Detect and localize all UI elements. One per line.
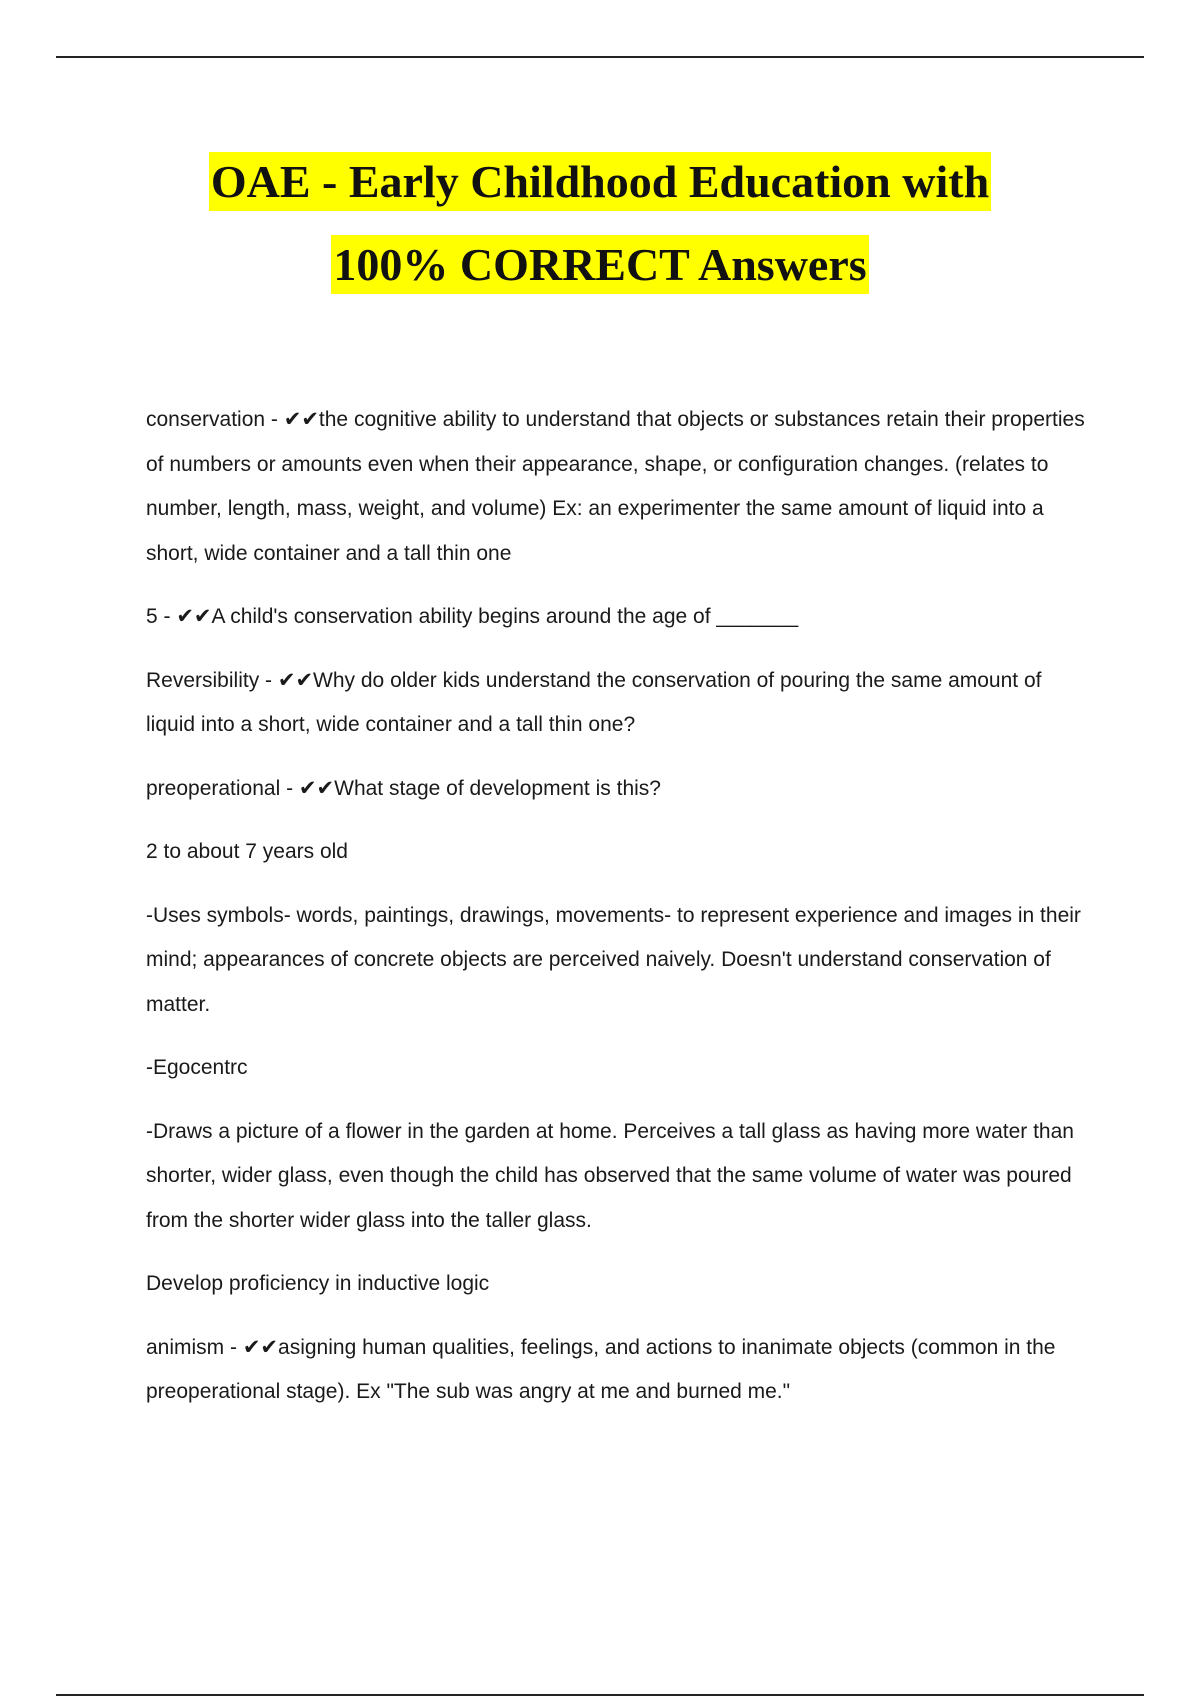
title-line-2 (0, 223, 1200, 306)
paragraph-reversibility: Reversibility - ✔✔Why do older kids understand the conservation of pouring the same amount of liquid into a short, wide container and a tall thin one? (146, 668, 1048, 736)
bottom-rule (56, 1694, 1144, 1696)
paragraph-conservation-age: 5 - ✔✔A child's conservation ability begins around the age of _______ (146, 605, 799, 628)
paragraph-age-range: 2 to about 7 years old (146, 840, 348, 863)
paragraph-preoperational: preoperational - ✔✔What stage of development is this? (146, 776, 661, 800)
document-title (0, 140, 1200, 306)
paragraph-conservation: conservation - ✔✔the cognitive ability to understand that objects or substances retain their properties of numbers or amounts even when their appearance, shape, or configuration changes. (relates to number, length, mass, weight, and volume) Ex: an experimenter the same amount of liquid into a short, wide container and a tall thin one (146, 408, 1091, 565)
title-line-2-text: 100% CORRECT Answers (331, 235, 868, 294)
top-rule (56, 56, 1144, 58)
document-body (146, 398, 1091, 1434)
paragraph-inductive-logic: Develop proficiency in inductive logic (146, 1272, 490, 1295)
title-line-1 (0, 140, 1200, 223)
paragraph-animism: animism - ✔✔asigning human qualities, feelings, and actions to inanimate objects (common in the preoperational stage). Ex "The sub was angry at me and burned me." (146, 1335, 1062, 1403)
paragraph-draws-picture: -Draws a picture of a flower in the garden at home. Perceives a tall glass as having more water than shorter, wider glass, even though the child has observed that the same volume of water was poured from the shorter wider glass into the taller glass. (146, 1119, 1080, 1232)
paragraph-uses-symbols: -Uses symbols- words, paintings, drawings, movements- to represent experience and images in their mind; appearances of concrete objects are perceived naively. Doesn't understand conservation of matter. (146, 903, 1087, 1016)
title-line-1-text: OAE - Early Childhood Education with (209, 152, 991, 211)
paragraph-egocentric: -Egocentrc (146, 1056, 248, 1079)
